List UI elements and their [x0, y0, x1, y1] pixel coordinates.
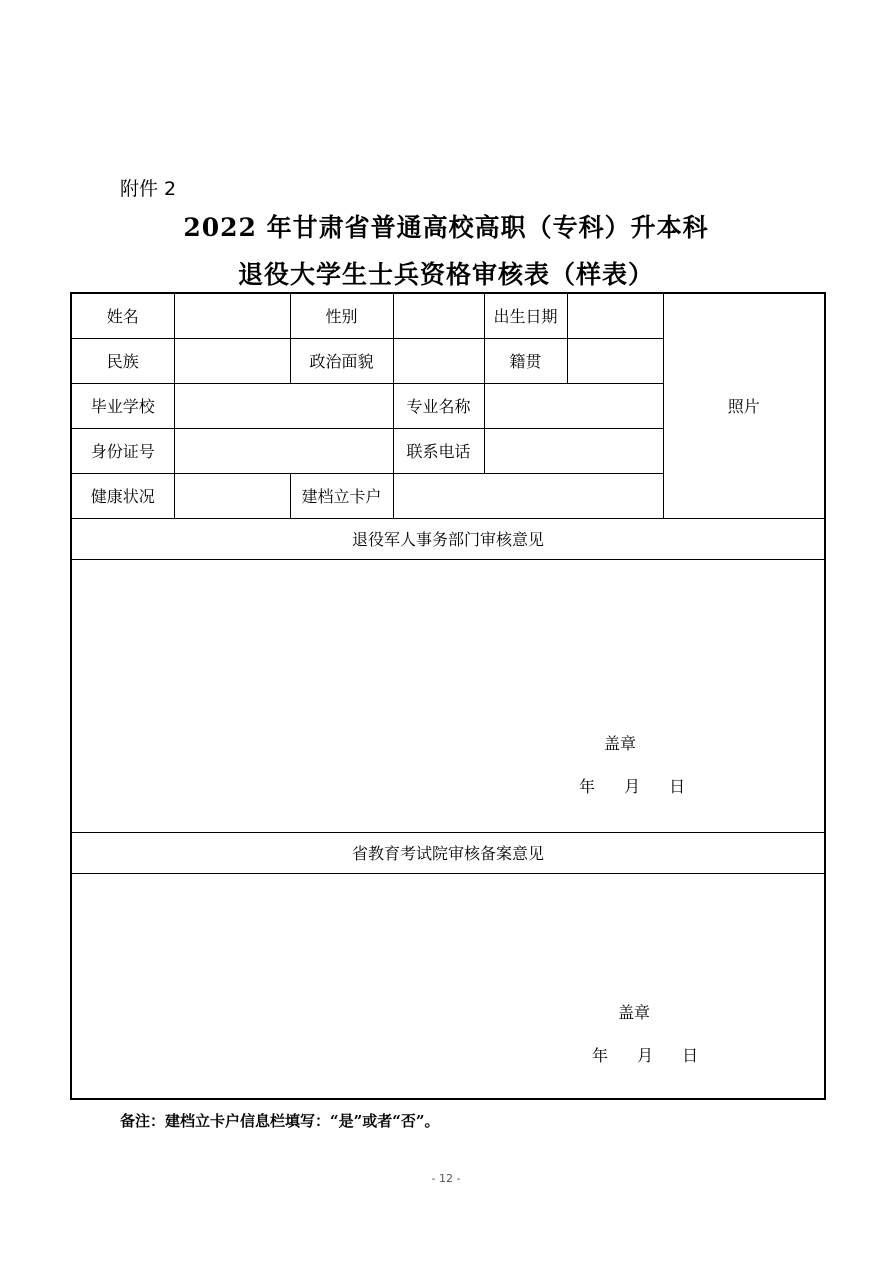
input-major[interactable] — [484, 383, 663, 428]
attachment-label: 附件 2 — [120, 178, 177, 200]
input-health[interactable] — [174, 473, 290, 518]
section2-stamp-label: 盖章 — [618, 1002, 651, 1022]
form-title-line2: 退役大学生士兵资格审核表（样表） — [237, 260, 654, 289]
input-name[interactable] — [174, 293, 290, 338]
section2-date-label: 年 月 日 — [592, 1045, 699, 1065]
photo-cell: 照片 — [663, 293, 825, 518]
label-ethnicity: 民族 — [71, 338, 174, 383]
input-ethnicity[interactable] — [174, 338, 290, 383]
section1-stamp-label: 盖章 — [604, 733, 637, 753]
label-name: 姓名 — [71, 293, 174, 338]
label-gender: 性别 — [290, 293, 393, 338]
section1-date-label: 年 月 日 — [579, 776, 686, 796]
label-phone: 联系电话 — [393, 428, 484, 473]
input-native-place[interactable] — [567, 338, 663, 383]
label-major: 专业名称 — [393, 383, 484, 428]
input-gender[interactable] — [393, 293, 484, 338]
page-number: - 12 - — [431, 1172, 461, 1185]
form-title-line1: 2022 年甘肃省普通高校高职（专科）升本科 — [183, 213, 709, 242]
input-birth-date[interactable] — [567, 293, 663, 338]
section1-title: 退役军人事务部门审核意见 — [71, 518, 825, 559]
label-graduated-school: 毕业学校 — [71, 383, 174, 428]
section1-opinion-area[interactable] — [71, 559, 825, 832]
label-health: 健康状况 — [71, 473, 174, 518]
input-id-number[interactable] — [174, 428, 393, 473]
label-political-status: 政治面貌 — [290, 338, 393, 383]
qualification-form — [70, 292, 826, 1100]
section2-title: 省教育考试院审核备案意见 — [71, 832, 825, 873]
input-poverty-registered[interactable] — [393, 473, 663, 518]
label-id-number: 身份证号 — [71, 428, 174, 473]
label-native-place: 籍贯 — [484, 338, 567, 383]
footnote: 备注：建档立卡户信息栏填写：“是”或者“否”。 — [120, 1112, 440, 1130]
label-birth-date: 出生日期 — [484, 293, 567, 338]
label-poverty-registered: 建档立卡户 — [290, 473, 393, 518]
input-phone[interactable] — [484, 428, 663, 473]
section2-opinion-area[interactable] — [71, 873, 825, 1099]
input-political-status[interactable] — [393, 338, 484, 383]
input-graduated-school[interactable] — [174, 383, 393, 428]
